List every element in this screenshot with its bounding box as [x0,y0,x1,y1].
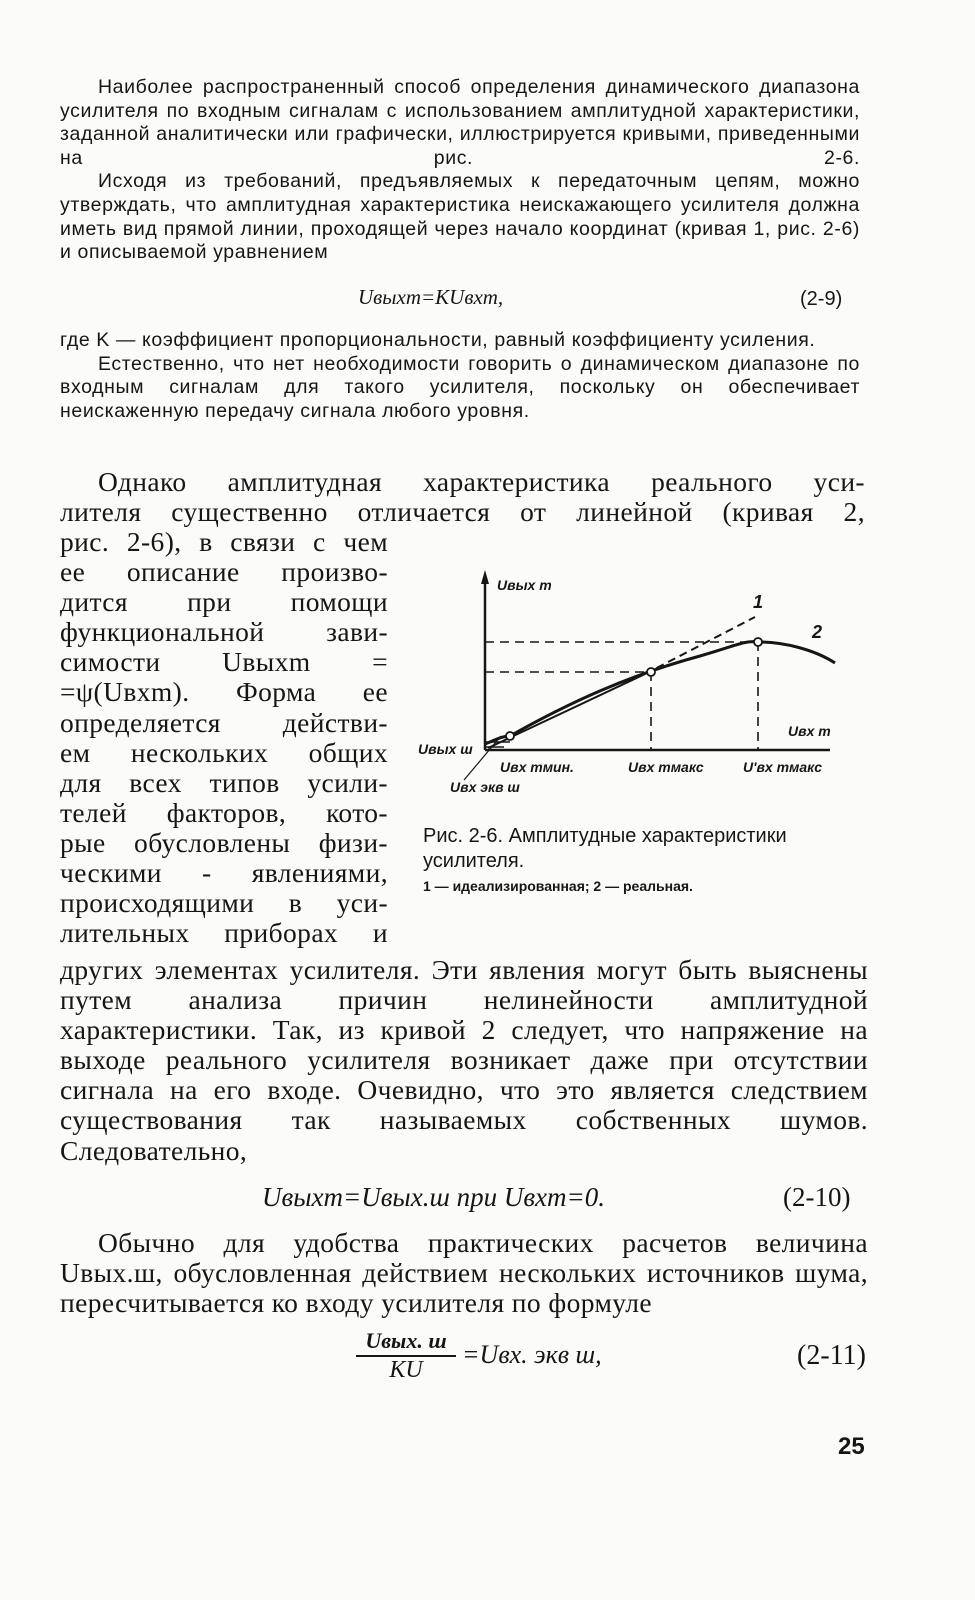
wrap-line: =ψ(Uвхm). Форма ее [60,676,388,708]
intro-para-4: Естественно, что нет необходимости говорить о динамическом диапазоне по входным сигналам для такого усилителя, поскольку он обеспечивает неискаженную передачу сигнала любого уровня. [60,352,860,422]
y-axis-label: Uвых m [497,577,552,593]
wrap-line: ческими - явлениями, [60,857,388,889]
page-number: 25 [838,1433,865,1460]
main-line-1: Однако амплитудная характеристика реального уси- [98,466,865,497]
wrapped-text-column [60,527,388,948]
noise-out-label: Uвых ш [418,741,473,757]
x-max-label: Uвх mмакс [628,759,704,775]
intro-text-cont [60,329,860,423]
wrap-line: ем нескольких общих [60,736,388,768]
curve-2 [485,642,835,744]
wrap-line: дится при помощи [60,586,388,618]
wrap-line: происходящими в уси- [60,887,388,919]
x-min-label: Uвх mмин. [500,759,574,775]
equation-2-11-rhs: =Uвх. экв ш, [462,1340,602,1369]
main-text-last [60,1228,868,1318]
wrap-line: телей факторов, кото- [60,796,388,828]
wrap-line: определяется действи- [60,706,388,738]
intro-text [60,76,860,265]
point-xmax [647,668,655,676]
intro-para-2: Исходя из требований, предъявляемых к передаточным цепям, можно утверждать, что амплитудная характеристика неискажающего усилителя должна иметь вид прямой линии, проходящей через начало координат (кривая 1, рис. 2-6) и описываемой уравнением [60,170,860,264]
curve-2-label: 2 [812,622,823,642]
point-xmax2 [754,638,762,646]
equation-2-9: Uвыхm=KUвхm, [358,285,504,309]
equation-2-11-fraction [356,1328,456,1384]
equation-2-11-numerator: Uвых. ш [356,1328,456,1357]
main-para-last: Обычно для удобства практических расчетов величина Uвых.ш, обусловленная действием нескольких источников шума, пересчитывается ко входу усилителя по формуле [60,1227,868,1319]
intro-para-3: где K — коэффициент пропорциональности, равный коэффициенту усиления. [60,329,816,351]
x-max2-label: U'вх mмакс [743,759,823,775]
main-line-2: лителя существенно отличается от линейной (кривая 2, [60,496,865,528]
main-para-rest: других элементах усилителя. Эти явления могут быть выяснены путем анализа причин нелинейности амплитудной характеристики. Так, из кривой 2 следует, что напряжение на выходе реального усилителя возникает даже при отсутствии сигнала на его входе. Очевидно, что это является следствием существования так называемых собственных шумов. Следовательно, [60,954,868,1166]
figure-caption: Рис. 2-6. Амплитудные характеристики усилителя. [423,825,787,872]
noise-in-label: Uвх экв ш [450,779,520,795]
equation-2-10-number: (2-10) [783,1182,851,1212]
figure-legend: 1 — идеализированная; 2 — реальная. [423,878,693,894]
wrap-line: рые обусловлены физи- [60,826,388,858]
equation-2-11-number: (2-11) [797,1340,866,1371]
point-min [506,732,514,740]
y-axis-arrow [481,570,489,584]
equation-2-11-denominator: KU [389,1357,423,1383]
intro-para-1: Наиболее распространенный способ определения динамического диапазона усилителя по входным сигналам с использованием амплитудной характеристики, заданной аналитически или графически, иллюстрируется кривыми, приведенными на рис. 2-6. [60,76,860,169]
main-text-rest [60,955,868,1166]
amplitude-characteristic-figure [400,560,860,800]
wrap-line: функциональной зави- [60,616,388,648]
wrap-line: рис. 2-6), в связи с чем [60,526,388,557]
wrap-line: ее описание произво- [60,556,388,588]
wrap-line: для всех типов усили- [60,766,388,798]
main-top-lines [60,467,865,527]
equation-2-10: Uвыхm=Uвых.ш при Uвхm=0. [262,1182,605,1212]
x-axis-label: Uвх m [788,723,831,739]
equation-2-9-number: (2-9) [800,288,843,310]
wrap-line: лительных приборах и [60,917,388,949]
curve-1-label: 1 [753,592,764,612]
wrap-line: симости Uвыхm = [60,646,388,678]
